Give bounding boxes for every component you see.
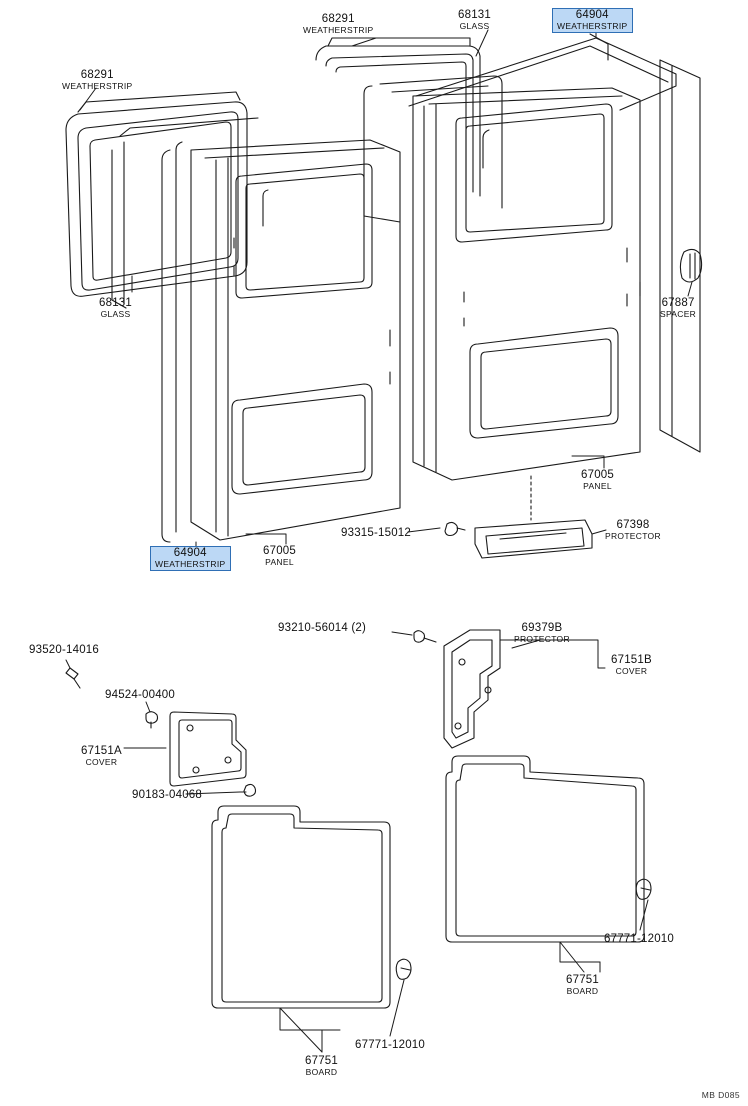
- clip-93315: [445, 522, 465, 535]
- label-67005-right: 67005 PANEL: [581, 469, 614, 491]
- label-68131-top: 68131 GLASS: [458, 9, 491, 31]
- screw-93520: [66, 668, 80, 688]
- right-door-panel: [413, 88, 640, 480]
- label-68291-mid: 68291 WEATHERSTRIP: [303, 13, 374, 35]
- cover-67151A: [170, 712, 246, 786]
- label-67151B: 67151B COVER: [611, 654, 652, 676]
- label-67005-left: 67005 PANEL: [263, 545, 296, 567]
- weatherstrip-68291-left: [66, 92, 247, 296]
- weatherstrip-64904-left: [162, 142, 182, 542]
- diagram-footer-code: MB D085: [701, 1090, 740, 1100]
- label-94524: 94524-00400: [105, 689, 175, 701]
- left-door-panel: [191, 140, 400, 540]
- protector-69379B: [444, 630, 500, 748]
- board-67751-right: [446, 756, 644, 942]
- body-edge: [660, 60, 700, 452]
- label-67751-left: 67751 BOARD: [305, 1055, 338, 1077]
- label-68291-left: 68291 WEATHERSTRIP: [62, 69, 133, 91]
- label-90183: 90183-04068: [132, 789, 202, 801]
- label-67398: 67398 PROTECTOR: [605, 519, 661, 541]
- clip-90183: [240, 784, 256, 796]
- clip-67771-left: [396, 959, 411, 979]
- label-67151A: 67151A COVER: [81, 745, 122, 767]
- protector-67398: [475, 520, 592, 558]
- label-93315: 93315-15012: [341, 527, 411, 539]
- board-67751-left: [212, 806, 390, 1008]
- label-67887: 67887 SPACER: [660, 297, 697, 319]
- bolt-93210: [414, 631, 436, 642]
- spacer-part: [680, 249, 701, 282]
- grommet-94524: [146, 712, 158, 728]
- label-69379B: 69379B PROTECTOR: [514, 622, 570, 644]
- label-68131-left: 68131 GLASS: [99, 297, 132, 319]
- weatherstrip-68291-mid: [316, 38, 480, 196]
- label-93520: 93520-14016: [29, 644, 99, 656]
- label-67751-right: 67751 BOARD: [566, 974, 599, 996]
- label-93210: 93210-56014 (2): [278, 622, 367, 634]
- label-67771-right: 67771-12010: [604, 933, 674, 945]
- label-67771-left: 67771-12010: [355, 1039, 425, 1051]
- label-64904-bottom[interactable]: 64904 WEATHERSTRIP: [150, 546, 231, 571]
- label-64904-top[interactable]: 64904 WEATHERSTRIP: [552, 8, 633, 33]
